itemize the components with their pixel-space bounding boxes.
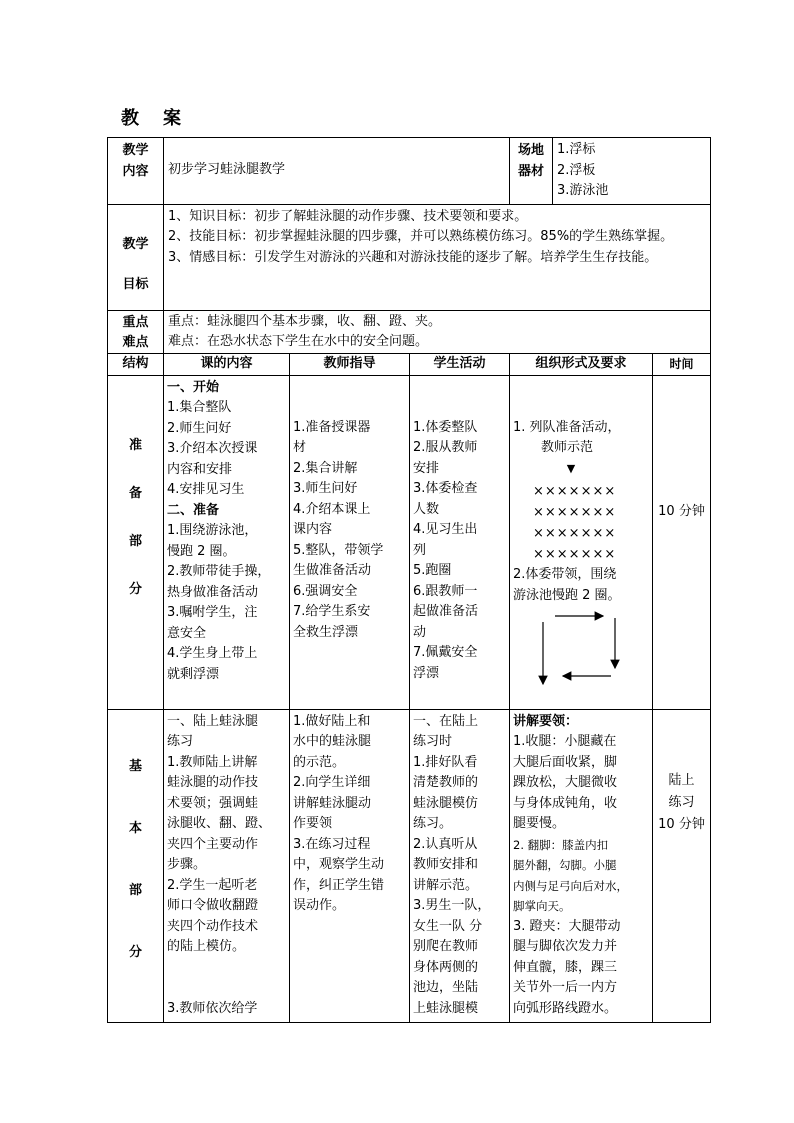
row-preparation bbox=[108, 375, 711, 709]
goal-item: 2、技能目标：初步掌握蛙泳腿的四步骤，并可以熟练模仿练习。85%的学生熟练掌握。 bbox=[168, 229, 674, 244]
row-goals bbox=[108, 204, 711, 310]
title-char-1: 教 bbox=[121, 108, 139, 129]
basic-time: 陆上 练习 10 分钟 bbox=[653, 709, 711, 1022]
venue-items: 1.浮标 2.浮板 3.游泳池 bbox=[553, 138, 711, 205]
header-structure: 结构 bbox=[108, 353, 164, 375]
row-basic bbox=[108, 709, 711, 1022]
basic-teacher: 1.做好陆上和 水中的蛙泳腿 的示范。 2.向学生详细 讲解蛙泳腿动 作要领 3.在练习过程 中，观察学生动 作，纠正学生错 误动作。 bbox=[290, 709, 410, 1022]
document-title bbox=[121, 104, 205, 130]
keypoint-item: 重点：蛙泳腿四个基本步骤，收、翻、蹬、夹。 bbox=[168, 313, 442, 329]
goals-label: 教学 目标 bbox=[108, 204, 164, 310]
basic-content: 一、陆上蛙泳腿 练习 1.教师陆上讲解 蛙泳腿的动作技 术要领；强调蛙 泳腿收、翻、蹬、 夹四个主要动作 步骤。 2.学生一起听老 师口令做收翻蹬 夹四个动作技术 的陆上模仿。 3.教师依次给学 bbox=[164, 709, 290, 1022]
row-keypoints bbox=[108, 310, 711, 353]
goal-item: 1、知识目标：初步了解蛙泳腿的动作步骤、技术要领和要求。 bbox=[168, 208, 528, 224]
prep-student: 1.体委整队 2.服从教师 安排 3.体委检查 人数 4.见习生出 列 5.跑圈 6.跟教师一 起做准备活 动 7.佩戴安全 浮漂 bbox=[410, 375, 510, 709]
content-value: 初步学习蛙泳腿教学 bbox=[164, 138, 510, 205]
title-char-2: 案 bbox=[163, 108, 181, 129]
header-content: 课的内容 bbox=[164, 353, 290, 375]
formation-crosses: ××××××× ××××××× ××××××× ××××××× bbox=[533, 484, 617, 562]
keypoints-list bbox=[164, 310, 711, 353]
basic-section-label: 基 本 部 分 bbox=[108, 709, 164, 1022]
keypoints-label: 重点 难点 bbox=[108, 310, 164, 353]
prep-content: 一、开始 1.集合整队 2.师生问好 3.介绍本次授课 内容和安排 4.安排见习生 二、准备 1.围绕游泳池， 慢跑 2 圈。 2.教师带徒手操， 热身做准备活动 3.嘱咐学生，注 意安全 4.学生身上带上 就剩浮漂 bbox=[164, 375, 290, 709]
basic-organization: 讲解要领： 1.收腿：小腿藏在 大腿后面收紧，脚 踝放松，大腿微收 与身体成钝角，收 腿要慢。 2. 翻脚：膝盖内扣 腿外翻，勾脚。小腿 内侧与足弓向后对水， 脚掌向天。 3. 蹬夹：大腿带动 腿与脚依次发力并 伸直髋，膝，踝三 关节外一后一内方 向弧形路线蹬水。 bbox=[510, 709, 653, 1022]
keypoint-item: 难点：在恐水状态下学生在水中的安全问题。 bbox=[168, 333, 429, 349]
header-student: 学生活动 bbox=[410, 353, 510, 375]
content-label: 教学 内容 bbox=[108, 138, 164, 205]
row-content bbox=[108, 138, 711, 205]
basic-student: 一、在陆上 练习时 1.排好队看 清楚教师的 蛙泳腿模仿 练习。 2.认真听从 教师安排和 讲解示范。 3.男生一队， 女生一队 分 别爬在教师 身体两侧的 池边，坐陆 上蛙泳腿模 bbox=[410, 709, 510, 1022]
prep-teacher: 1.准备授课器 材 2.集合讲解 3.师生问好 4.介绍本课上 课内容 5.整队，带领学 生做准备活动 6.强调安全 7.给学生系安 全救生浮漂 bbox=[290, 375, 410, 709]
prep-organization: 1. 列队准备活动， 教师示范 ▼ ××××××× ××××××× ××××××× ××××××× 2.体委带领，围绕 游泳池慢跑 2 圈。 bbox=[510, 375, 653, 709]
goals-list bbox=[164, 204, 711, 310]
running-loop-diagram bbox=[533, 608, 633, 688]
header-teacher: 教师指导 bbox=[290, 353, 410, 375]
prep-time: 10 分钟 bbox=[653, 375, 711, 709]
header-time: 时间 bbox=[653, 353, 711, 375]
goal-item: 3、情感目标：引发学生对游泳的兴趣和对游泳技能的逐步了解。培养学生生存技能。 bbox=[168, 249, 658, 265]
row-headers bbox=[108, 353, 711, 375]
prep-section-label: 准 备 部 分 bbox=[108, 375, 164, 709]
header-organization: 组织形式及要求 bbox=[510, 353, 653, 375]
venue-label: 场地 器材 bbox=[510, 138, 553, 205]
lesson-plan-table bbox=[107, 137, 711, 1023]
arrow-down-icon: ▼ bbox=[566, 461, 576, 475]
